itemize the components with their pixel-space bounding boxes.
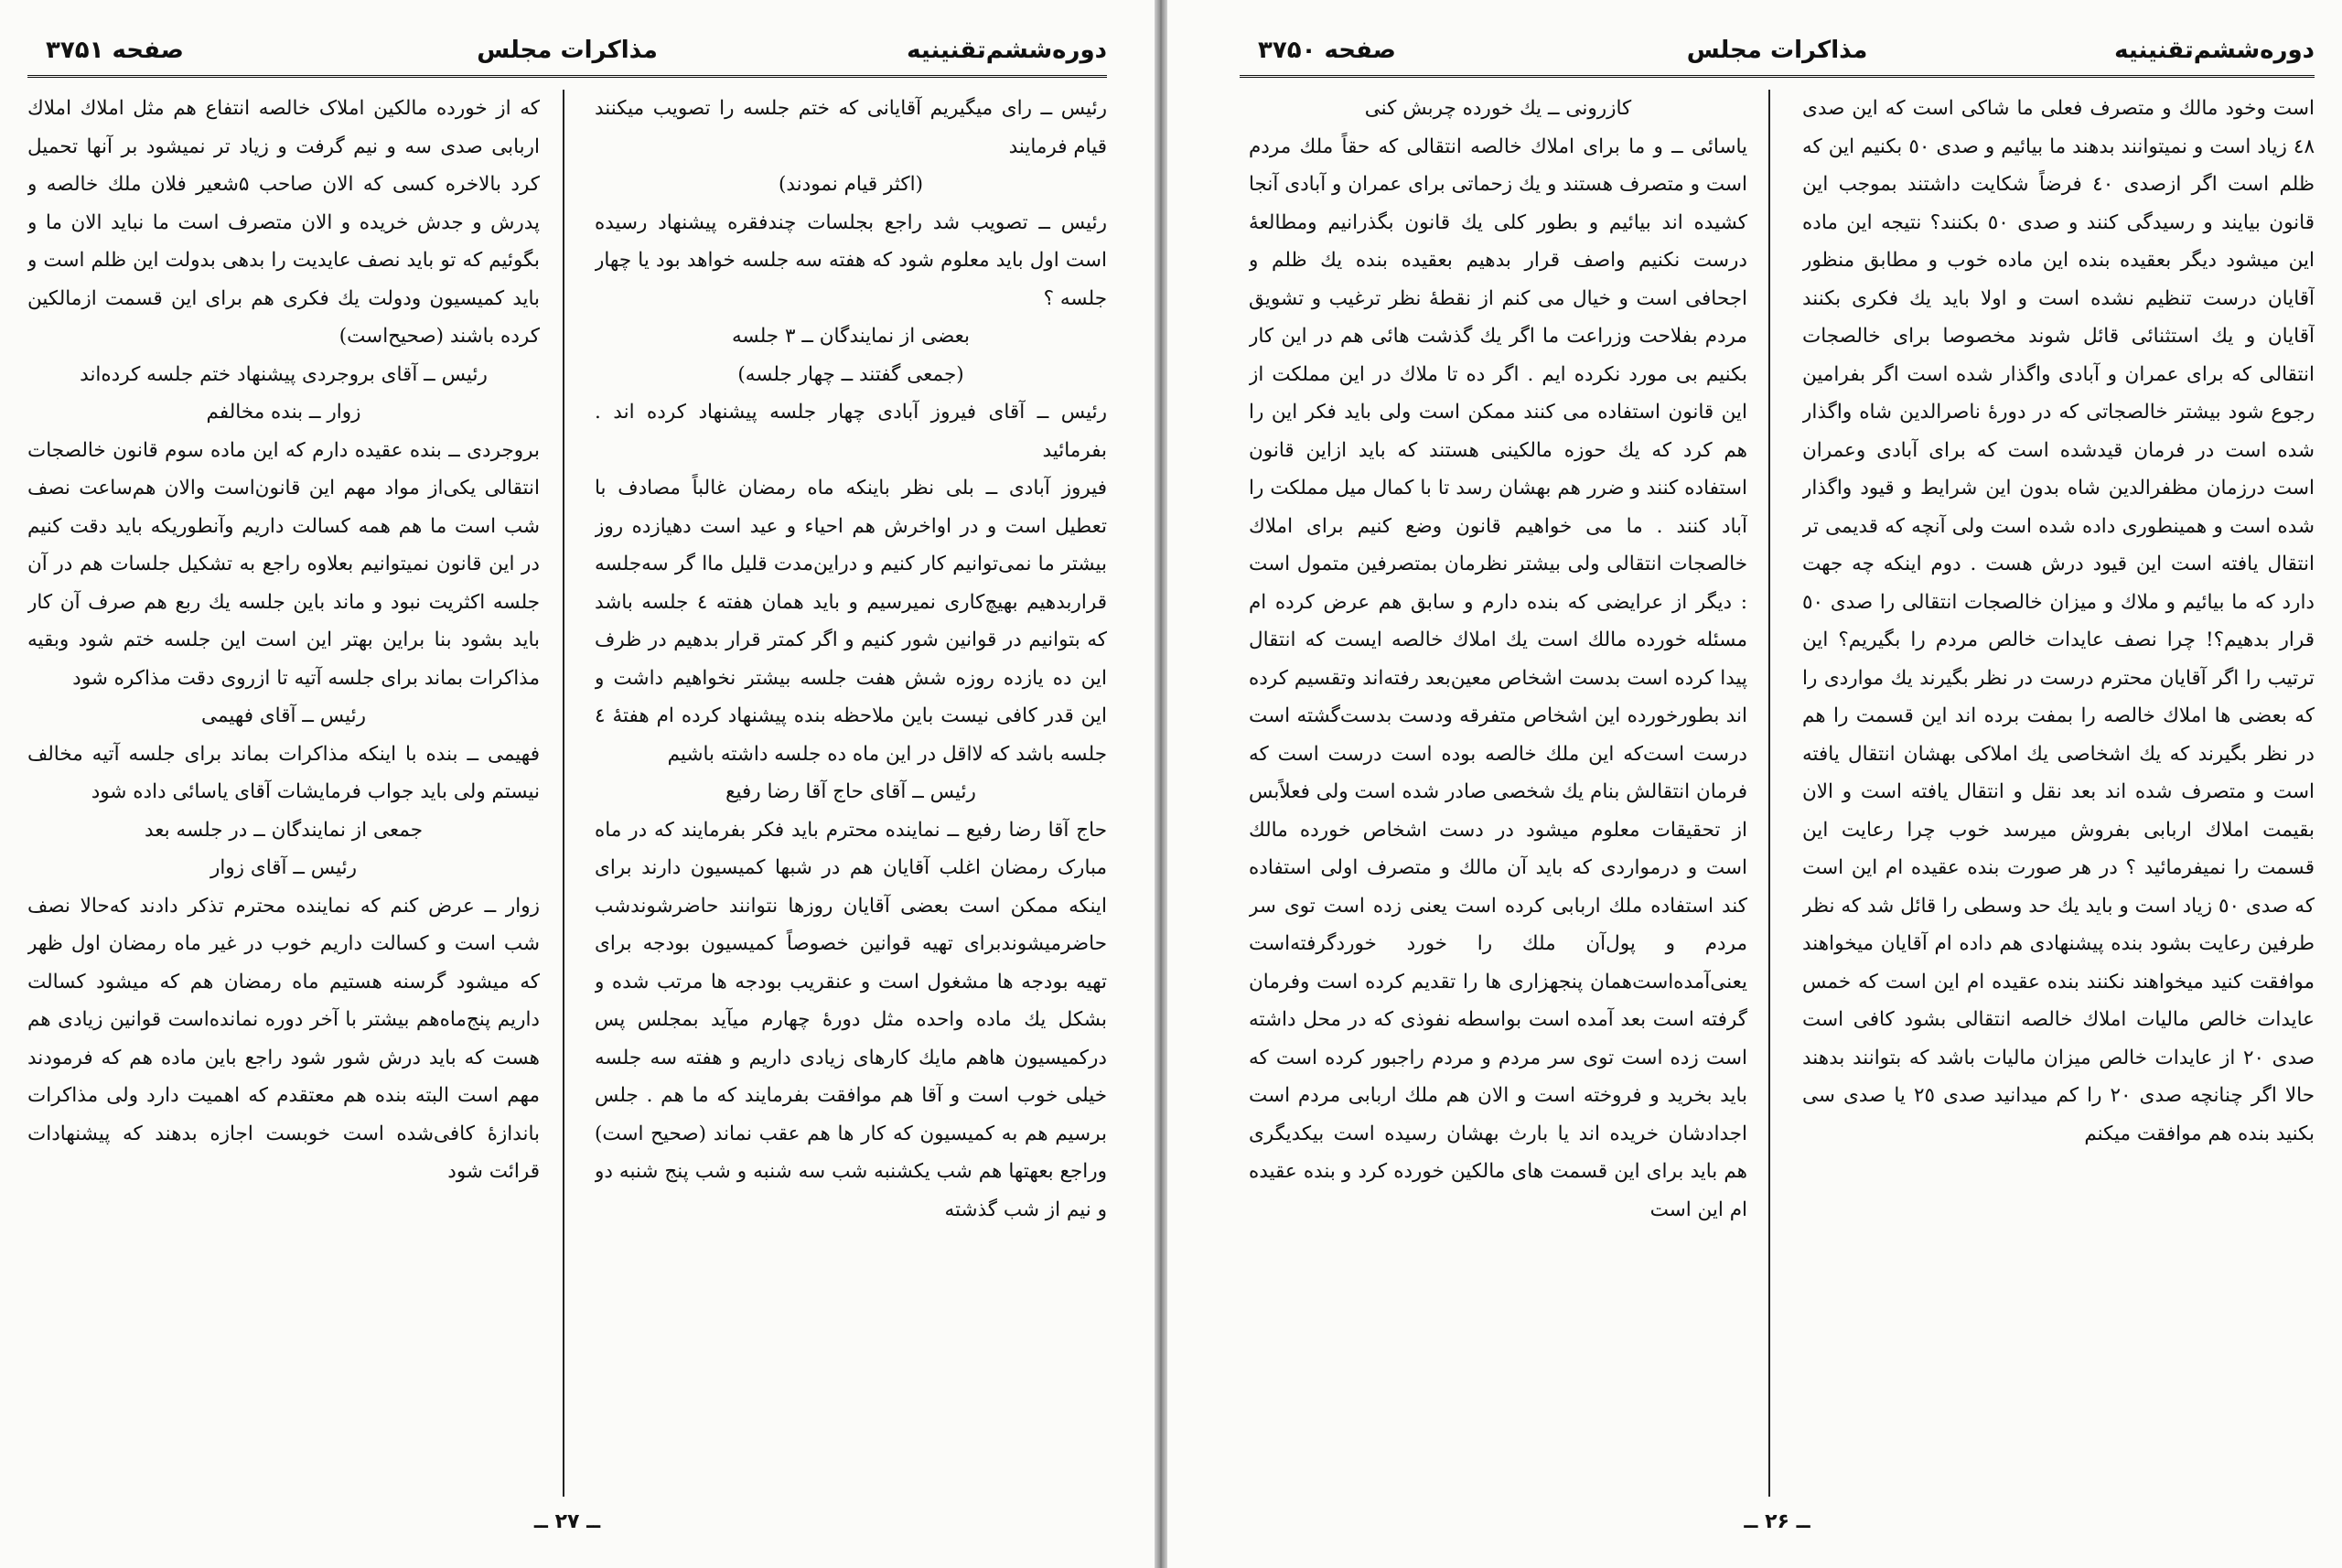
paragraph: رئیس ــ آقای بروجردی پیشنهاد ختم جلسه کرده‌اند: [80, 362, 488, 386]
paragraph: بعضی از نمایندگان ــ ۳ جلسه: [731, 325, 971, 348]
header-rule: [27, 75, 1107, 78]
right-page-columns: [1240, 90, 2315, 1497]
paragraph: رئیس ــ رای میگیریم آقایانی که ختم جلسه را تصویب میکنند قیام فرمایند: [595, 97, 1107, 158]
session-label: دوره‌ششم‌تقنینیه: [2114, 37, 2315, 64]
paragraph: (اکثر قیام نمودند): [779, 173, 923, 196]
paragraph: زوار ــ عرض کنم که نماینده محترم تذکر دادند که‌حالا نصف شب است و کسالت داریم خوب در غیر ماه رمضان اول ظهر که میشود گرسنه هستیم ماه رمضان هم که میشود کسالت داریم پنج‌ماه‌هم بیشتر با آخر دوره نمانده‌است قوانین زیادی هم هست که باید درش شور شود راجع باین ماده هم که فرمودند مهم است البته بنده هم معتقدم که اهمیت دارد ولی مذاکرات باندازهٔ کافی‌شده است خوبست اجازه بدهند که پیشنهادات قرائت شود: [27, 894, 540, 1183]
paragraph: رئیس ــ آقای فهیمی: [200, 704, 367, 727]
column-divider: [563, 90, 564, 1497]
paragraph: است وخود مالك و متصرف فعلی ما شاکی است که این صدی ٤٨ زیاد است و نمیتوانند بدهند ما بیائیم و صدی ٥٠ بکنیم این که ظلم است اگر ازصدی ٤٠ فرضاً شکایت داشتند بموجب این قانون بیایند و رسیدگی کنند و صدی ٥٠ بکنند؟ نتیجه این ماده این میشود دیگر بعقیده بنده این ماده خوب و مطابق منظور آقایان درست تنظیم نشده است و اولا باید يك فکری بکنند آقایان و يك استثنائی قائل شوند مخصوصا برای خالصجات انتقالی که برای عمران و آبادی واگذار شده است اگر بفرامین رجوع شود بیشتر خالصجاتی که در دورهٔ ناصرالدین شاه واگذار شده است در فرمان قیدشده است که برای آبادی وعمران است درزمان مظفرالدین شاه بدون این شرایط و قیود واگذار شده است و همینطوری داده شده است ولی آنچه که قدیمی تر انتقال یافته است این قیود درش هست . دوم اینکه چه جهت دارد که ما بیائیم و ملاك و میزان خالصجات انتقالی را صدی ٥٠ قرار بدهیم؟! چرا نصف عایدات خالص مردم را بگیریم؟ این ترتیب را اگر آقایان محترم درست در نظر بگیرند يك مواردی را که بعضی ها املاك خالصه را بمفت برده اند این قسمت را هم در نظر بگیرند که يك اشخاصی يك املاکی بهشان انتقال یافته است و متصرف شده اند بعد نقل و انتقال یافته است و الان بقیمت املاك اربابی بفروش میرسد خوب چرا رعایت این قسمت را نمیفرمائید ؟ در هر صورت بنده عقیده ام این است که صدی ٥٠ زیاد است و باید يك حد وسطی را قائل شد که نظر طرفین رعایت بشود بنده پیشنهادی هم داده ام آقایان میخواهند موافقت کنید میخواهند نکنند بنده عقیده ام این است که خمس عایدات خالص مالیات املاك خالصه انتقالی بشود کافی است صدی ٢٠ از عایدات خالص میزان مالیات باشد که بتوانند بدهند حالا اگر چنانچه صدی ٢٠ را کم میدانید صدی ٢٥ یا صدی سی بکنید بنده هم موافقت میکنم: [1802, 97, 2315, 1145]
right-page-left-column: [1249, 90, 1747, 1497]
left-page-columns: [27, 90, 1107, 1497]
left-page-right-column: [595, 90, 1107, 1497]
paragraph: حاج آقا رضا رفیع ــ نماینده محترم باید فکر بفرمایند که در ماه مبارک رمضان اغلب آقایان هم در شبها کمیسیون دارند برای اینکه ممکن است بعضی آقایان روزها نتوانند حاضرشوندشب حاضرمیشوندبرای تهیه قوانین خصوصاً کمیسیون بودجه برای تهیه بودجه ها مشغول است و عنقریب بودجه ها مرتب شده و بشکل یك ماده واحده مثل دورهٔ چهارم میآید بمجلس پس درکمیسیون هاهم مایك کارهای زیادی داریم و هفته سه جلسه خیلی خوب است و آقا هم موافقت بفرمایند که ما هم . جلس برسیم هم به کمیسیون که کار ها هم عقب نماند (صحیح است) وراجع بعهتها هم شب یکشنبه شب سه شنبه و شب پنج شنبه دو و نیم از شب گذشته: [595, 818, 1107, 1221]
paragraph: جمعی از نمایندگان ــ در جلسه بعد: [145, 818, 423, 842]
left-page: [27, 33, 1107, 1552]
paragraph: یاسائی ــ و ما برای املاك خالصه انتقالی که حقاً ملك مردم است و متصرف هستند و يك زحماتی برای عمران و آبادی آنجا کشیده اند بیائیم و بطور کلی يك قانون بگذرانیم ومطالعهٔ درست نکنیم واصف قرار بدهیم بعقیده بنده يك ظلم و اجحافی است و خیال می کنم از نقطهٔ نظر ترغیب و تشویق مردم بفلاحت وزراعت ما اگر يك گذشت هائی هم در این کار بکنیم بی مورد نکرده ایم . اگر ده تا ملاك در این مملکت از این قانون استفاده می کنند ممکن است ولی باید فکر این را هم کرد که يك حوزه مالکینی هستند که باید ازاین قانون استفاده کنند و ضرر هم بهشان رسد تا با کمال میل مملکت را آباد کنند . ما می خواهیم قانون وضع کنیم برای املاك خالصجات انتقالی ولی بیشتر نظرمان بمتصرفین متمول است : دیگر از عرایضی که بنده دارم و سابق هم عرض کرده ام مسئله خورده مالك است يك املاك خالصه ایست که انتقال پیدا کرده است بدست اشخاص معین‌بعد رفته‌اند وتقسیم کرده اند بطورخورده این اشخاص متفرقه ودست بدست‌گشته است درست است‌که این ملك خالصه بوده است درست است که فرمان انتقالش بنام يك شخصی صادر شده است ولی فعلاًبس از تحقیقات معلوم میشود در دست اشخاص خورده مالك است و درمواردی که باید آن مالك و متصرف اولی استفاده کند استفاده ملك اربابی کرده است یعنی زده است توی سر مردم و پول‌آن ملك را خورد خوردگرفته‌است یعنی‌آمده‌است‌همان پنجهزاری ها را تقدیم کرده است وفرمان گرفته است بعد آمده است بواسطه نفوذی که در محل داشته است زده است توی سر مردم و مردم راجبور کرده است که باید بخرید و فروخته است و الان هم ملك اربابی مردم است اجدادشان خریده اند یا بارث بهشان رسیده است بیکدیگری هم باید برای این قسمت های مالکین خورده کرد و بنده عقیده ام این است: [1249, 134, 1747, 1221]
paragraph: رئیس ــ تصویب شد راجع بجلسات چندفقره پیشنهاد رسیده است اول باید معلوم شود که هفته سه جلسه خواهد بود یا چهار جلسه ؟: [595, 210, 1107, 310]
right-page-right-column: [1802, 90, 2315, 1497]
book-gutter: [1155, 0, 1167, 1568]
running-title: مذاکرات مجلس: [1686, 37, 1868, 64]
left-page-header: [27, 33, 1107, 73]
paragraph: فیروز آبادی ــ بلی نظر باینکه ماه رمضان غالباً مصادف با تعطیل است و در اواخرش هم احیاء و عید است دهیازده روز بیشتر ما نمی‌توانیم کار کنیم و دراین‌مدت قلیل ماا گر سه‌جلسه قراربدهیم بهیچ‌کاری نمیرسیم و باید همان هفته ٤ جلسه باشد که بتوانیم در قوانین شور کنیم و اگر کمتر قرار بدهیم در ظرف این ده یازده روزه شش هفت جلسه بیشتر نخواهیم داشت و این قدر کافی نیست باین ملاحظه بنده پیشنهاد کرده ام هفتهٔ ٤ جلسه باشد که لااقل در این ماه ده جلسه داشته باشیم: [595, 477, 1107, 766]
left-page-left-column: [27, 90, 540, 1497]
paragraph: رئیس ــ آقای فیروز آبادی چهار جلسه پیشنهاد کرده اند . بفرمائید: [595, 401, 1107, 462]
session-label: دوره‌ششم‌تقنینیه: [907, 37, 1107, 64]
right-page-header: [1240, 33, 2315, 73]
paragraph: فهیمی ــ بنده با اینکه مذاکرات بماند برای جلسه آتیه مخالف نیستم ولی باید جواب فرمایشات آقای یاسائی داده شود: [27, 742, 540, 803]
paragraph: (جمعی گفتند ــ چهار جلسه): [737, 362, 964, 386]
paragraph: زوار ــ بنده مخالفم: [206, 401, 361, 424]
header-rule: [1240, 75, 2315, 78]
paragraph: که از خورده مالکین املاک خالصه انتفاع هم مثل املاك املاك اربابی صدی سه و نیم گرفت و زیاد تر نمیشود بر آنها تحمیل کرد بالاخره کسی که الان صاحب ۵شعیر فلان ملك خالصه و پدرش و جدش خریده و الان متصرف است ما نبايد الان ما و بگوئیم که تو باید نصف عایدیت را بدهی بدولت این ظلم است و باید کمیسیون ودولت يك فکری هم برای این قسمت ازمالکین کرده باشند (صحیح‌است): [27, 97, 540, 348]
page-footer-number: ــ ۲۷ ــ: [533, 1510, 601, 1533]
page-number-label: صفحه ۳۷۵۰: [1258, 37, 1396, 64]
page-footer-number: ــ ۲۶ ــ: [1744, 1510, 1810, 1533]
paragraph: کازرونی ــ يك خورده چربش کنی: [1364, 97, 1632, 120]
paragraph: رئیس ــ آقای حاج آقا رضا رفیع: [725, 780, 976, 803]
column-divider: [1768, 90, 1770, 1497]
paragraph: رئیس ــ آقای زوار: [209, 856, 358, 879]
paragraph: بروجردی ــ بنده عقیده دارم که این ماده سوم قانون خالصجات انتقالی یکی‌از مواد مهم این قانون‌است والان هم‌ساعت نصف شب است ما هم همه کسالت داریم وآنطوریکه باید دقت کنیم در این قانون نمیتوانیم بعلاوه راجع به تشکیل جلسات هم در آن جلسه اکثریت نبود و ماند باین جلسه یك ربع هم صرف آن کار باید بشود بنا براین بهتر این است این جلسه ختم شود وبقیه مذاکرات بماند برای جلسه آتیه تا ازروی دقت مذاکره شود: [27, 438, 540, 690]
right-page: [1240, 33, 2315, 1552]
page-number-label: صفحه ۳۷۵۱: [46, 37, 184, 64]
running-title: مذاکرات مجلس: [477, 37, 658, 64]
